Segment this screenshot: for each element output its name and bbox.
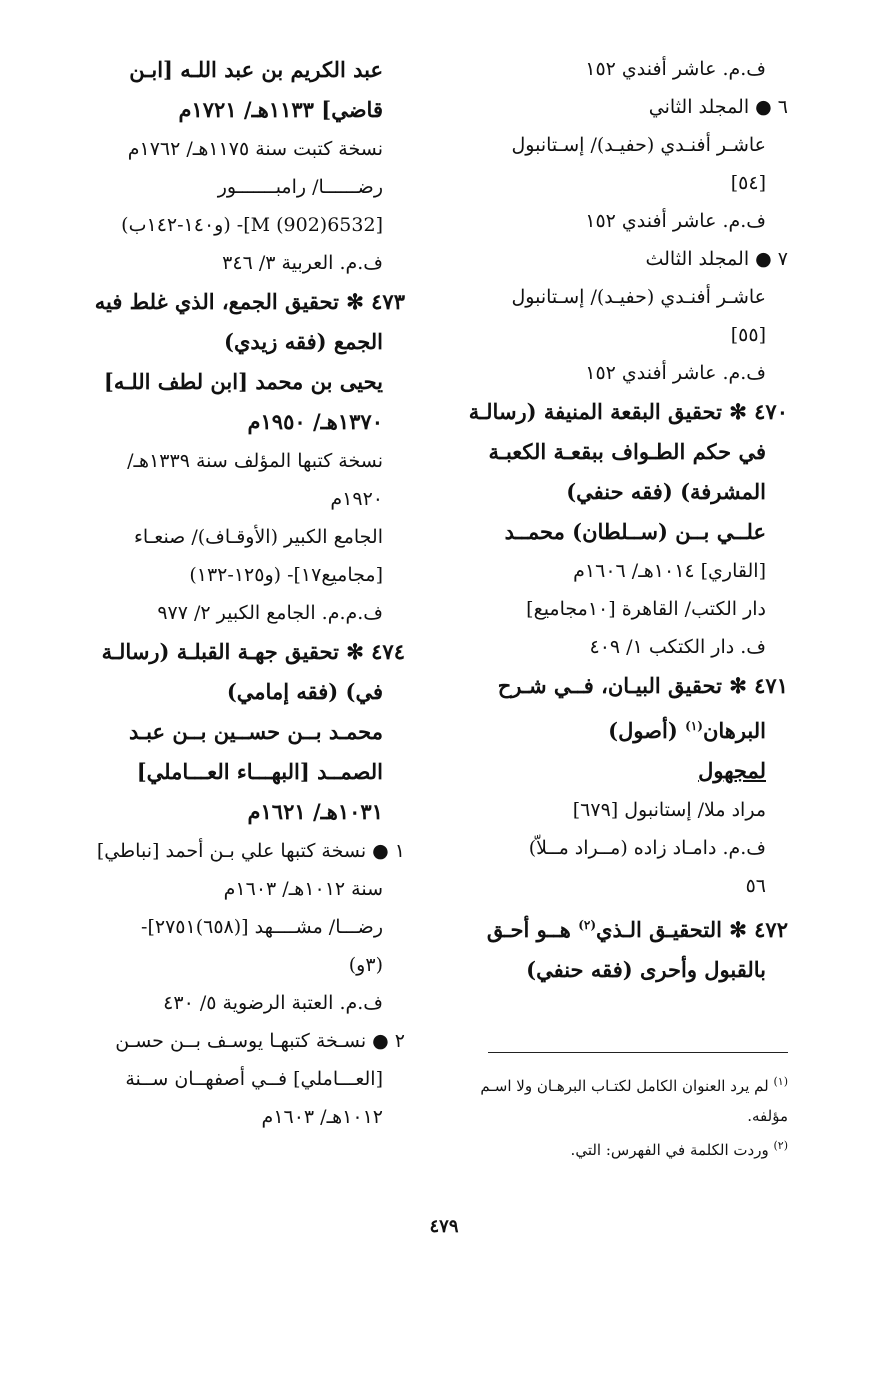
left-column-line xyxy=(60,908,405,946)
line-text: ٧ ● المجلد الثالث xyxy=(645,248,788,270)
line-text: ف.م. عاشر أفندي ١٥٢ xyxy=(585,58,766,80)
right-column-line xyxy=(443,706,788,751)
line-text: نسخة كتبها المؤلف سنة ١٣٣٩هـ/ xyxy=(127,450,383,472)
line-text: يحيى بن محمد [ابن لطف اللـه] xyxy=(103,369,383,394)
left-column-line xyxy=(60,244,405,282)
line-text: [M (902)6532]- (و١٤٠-١٤٢ب) xyxy=(121,214,383,236)
line-text-continued: (أصول) xyxy=(608,718,686,743)
left-column-line xyxy=(60,556,405,594)
line-text: ٥٦ xyxy=(745,875,766,897)
right-column-line xyxy=(443,512,788,552)
left-column-line xyxy=(60,282,405,322)
line-text: [مجاميع١٧]- (و١٢٥-١٣٢) xyxy=(189,564,383,586)
footnote-reference: (٢) xyxy=(578,918,597,932)
right-column-line xyxy=(443,867,788,905)
left-column-line xyxy=(60,50,405,90)
footnote-1-continued xyxy=(443,1101,788,1131)
line-text: ٢ ● نسـخة كتبهـا يوسـف بــن حسـن xyxy=(115,1030,405,1052)
left-column-line xyxy=(60,832,405,870)
left-column-line xyxy=(60,792,405,832)
left-column-line xyxy=(60,632,405,672)
line-text: في) (فقه إمامي) xyxy=(226,679,383,704)
right-column-line xyxy=(443,316,788,354)
left-column xyxy=(60,50,405,1136)
line-text: ١٣٧٠هـ/ ١٩٥٠م xyxy=(247,409,383,434)
line-text: البرهان xyxy=(702,718,766,743)
right-column-line xyxy=(443,791,788,829)
left-column-line xyxy=(60,130,405,168)
footnote-text: مؤلفه. xyxy=(747,1107,788,1125)
line-text: الصمــد [البهـــاء العـــاملي] xyxy=(136,759,383,784)
left-column-line xyxy=(60,712,405,752)
footnote-text: لم يرد العنوان الكامل لكتـاب البرهـان ولا اسـم xyxy=(480,1077,769,1095)
footnote-number: (١) xyxy=(773,1075,788,1088)
line-text: المشرفة) (فقه حنفي) xyxy=(566,479,766,504)
line-text: في حكم الطـواف ببقعـة الكعبـة xyxy=(488,439,766,464)
line-text: ١ ● نسخة كتبها علي بـن أحمد [نباطي] xyxy=(96,840,405,862)
line-text: رضــــــا/ رامبـــــــور xyxy=(217,176,383,198)
line-text: لمجهول xyxy=(698,758,766,783)
left-column-line xyxy=(60,362,405,402)
line-text: [٥٥] xyxy=(730,324,766,346)
left-column-line xyxy=(60,442,405,480)
left-column-line xyxy=(60,672,405,712)
right-column-line xyxy=(443,628,788,666)
line-text: ف.م. العربية ٣/ ٣٤٦ xyxy=(222,252,383,274)
right-column-line xyxy=(443,88,788,126)
line-text: ف.م.م. الجامع الكبير ٢/ ٩٧٧ xyxy=(157,602,383,624)
line-text: ١٠٣١هـ/ ١٦٢١م xyxy=(247,799,383,824)
line-text: [القاري] ١٠١٤هـ/ ١٦٠٦م xyxy=(573,560,766,582)
line-text: ٤٧٢ ✻ التحقيـق الـذي xyxy=(596,917,788,942)
left-column-line xyxy=(60,870,405,908)
line-text: ف.م. عاشر أفندي ١٥٢ xyxy=(585,362,766,384)
right-column-line xyxy=(443,432,788,472)
footnote-reference: (١) xyxy=(685,719,703,733)
left-column-line xyxy=(60,518,405,556)
left-column-line xyxy=(60,322,405,362)
line-text: ف.م. عاشر أفندي ١٥٢ xyxy=(585,210,766,232)
line-text: قاضي] ١١٣٣هـ/ ١٧٢١م xyxy=(178,97,383,122)
left-column-line xyxy=(60,168,405,206)
right-column-line xyxy=(443,50,788,88)
line-text: ١٩٢٠م xyxy=(330,488,383,510)
line-text: [٥٤] xyxy=(730,172,766,194)
footnote-divider xyxy=(488,1052,788,1053)
line-text: ٦ ● المجلد الثاني xyxy=(648,96,788,118)
left-column-line xyxy=(60,1022,405,1060)
line-text: ٤٧٤ ✻ تحقيق جهـة القبلـة (رسالـة xyxy=(101,639,405,664)
right-column-line xyxy=(443,829,788,867)
line-text: (٣و) xyxy=(348,954,383,976)
right-column-line xyxy=(443,905,788,950)
line-text: [العـــاملي] فــي أصفهــان ســنة xyxy=(125,1068,383,1090)
left-column-line xyxy=(60,480,405,518)
footnotes xyxy=(443,1052,788,1165)
right-column-line xyxy=(443,354,788,392)
right-column-line xyxy=(443,590,788,628)
line-text: ٤٧١ ✻ تحقيق البيـان، فــي شـرح xyxy=(497,673,788,698)
line-text: ف.م. العتبة الرضوية ٥/ ٤٣٠ xyxy=(163,992,383,1014)
line-text: ف. دار الكتكب ١/ ٤٠٩ xyxy=(589,636,766,658)
line-text: عاشـر أفنـدي (حفيـد)/ إسـتانبول xyxy=(511,286,766,308)
line-text: مراد ملا/ إستانبول [٦٧٩] xyxy=(572,799,766,821)
right-column-line xyxy=(443,278,788,316)
right-column-line xyxy=(443,751,788,791)
footnote-text: وردت الكلمة في الفهرس: التي. xyxy=(570,1141,769,1159)
line-text: ٤٧٣ ✻ تحقيق الجمع، الذي غلط فيه xyxy=(94,289,405,314)
footnote-1 xyxy=(443,1067,788,1101)
left-column-line xyxy=(60,594,405,632)
line-text: الجمع (فقه زيدي) xyxy=(224,329,383,354)
line-text: عبد الكريم بن عبد اللـه [ابـن xyxy=(129,57,383,82)
footnote-number: (٢) xyxy=(773,1139,788,1152)
line-text: الجامع الكبير (الأوقـاف)/ صنعـاء xyxy=(133,526,383,548)
right-column-line xyxy=(443,472,788,512)
line-text: رضـــا/ مشــــهد [(٦٥٨)٢٧٥١]- xyxy=(141,916,383,938)
right-column-line xyxy=(443,202,788,240)
line-text: سنة ١٠١٢هـ/ ١٦٠٣م xyxy=(223,878,383,900)
line-text: محمـد بــن حســين بــن عبـد xyxy=(128,719,383,744)
line-text: ف.م. دامـاد زاده (مــراد مــلاّ) xyxy=(528,837,766,859)
right-column-line xyxy=(443,392,788,432)
line-text: ١٠١٢هـ/ ١٦٠٣م xyxy=(261,1106,383,1128)
left-column-line xyxy=(60,90,405,130)
left-column-line xyxy=(60,402,405,442)
line-text: علــي بــن (ســلطان) محمــد xyxy=(504,519,766,544)
left-column-line xyxy=(60,752,405,792)
line-text: عاشـر أفنـدي (حفيـد)/ إسـتانبول xyxy=(511,134,766,156)
right-column-line xyxy=(443,164,788,202)
left-column-line xyxy=(60,206,405,244)
left-column-line xyxy=(60,1098,405,1136)
left-column-line xyxy=(60,946,405,984)
right-column-line xyxy=(443,240,788,278)
right-column-line xyxy=(443,552,788,590)
right-column xyxy=(443,50,788,990)
page-number: ٤٧٩ xyxy=(429,1216,459,1237)
line-text-continued: هــو أحـق xyxy=(486,917,579,942)
line-text: نسخة كتبت سنة ١١٧٥هـ/ ١٧٦٢م xyxy=(127,138,383,160)
line-text: ٤٧٠ ✻ تحقيق البقعة المنيفة (رسالـة xyxy=(468,399,788,424)
right-column-line xyxy=(443,950,788,990)
right-column-line xyxy=(443,666,788,706)
footnote-2 xyxy=(443,1131,788,1165)
line-text: دار الكتب/ القاهرة [١٠مجاميع] xyxy=(526,598,766,620)
line-text: بالقبول وأحرى (فقه حنفي) xyxy=(526,957,766,982)
left-column-line xyxy=(60,984,405,1022)
left-column-line xyxy=(60,1060,405,1098)
right-column-line xyxy=(443,126,788,164)
